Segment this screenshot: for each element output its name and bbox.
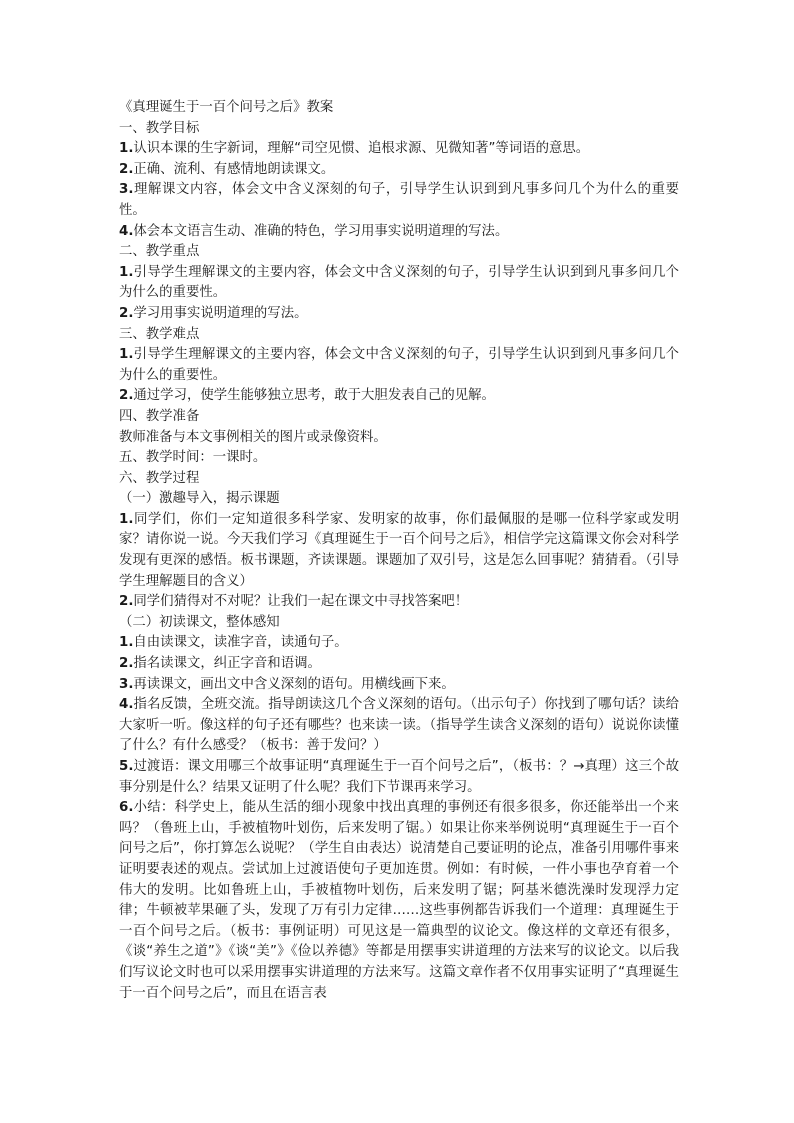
paragraph-text: 过渡语：课文用哪三个故事证明“真理诞生于一百个问号之后”，（板书：？→真理）这三个故事分别是什么？结果又证明了什么呢？我们下节课再来学习。 <box>119 759 679 795</box>
item-number: 2. <box>119 656 134 672</box>
document-body <box>119 98 679 1004</box>
paragraph-text: 指名读课文，纠正字音和语调。 <box>133 656 321 672</box>
text-line <box>119 613 679 634</box>
text-line <box>119 242 679 263</box>
paragraph-text: 引导学生理解课文的主要内容，体会文中含义深刻的句子，引导学生认识到到凡事多问几个为什么的重要性。 <box>119 264 679 301</box>
paragraph-text: 体会本文语言生动、准确的特色，学习用事实说明道理的写法。 <box>133 223 509 239</box>
text-line <box>119 448 679 469</box>
paragraph-text: 同学们猜得对不对呢？让我们一起在课文中寻找答案吧！ <box>133 594 469 610</box>
paragraph-text: 一、教学目标 <box>119 120 200 136</box>
paragraph-text: 五、教学时间：一课时。 <box>119 450 267 466</box>
numbered-paragraph <box>119 757 679 798</box>
numbered-paragraph <box>119 695 679 757</box>
numbered-paragraph <box>119 386 679 407</box>
numbered-paragraph <box>119 675 679 696</box>
numbered-paragraph <box>119 654 679 675</box>
paragraph-text: （二）初读课文，整体感知 <box>119 614 280 630</box>
paragraph-text: 二、教学重点 <box>119 244 200 260</box>
numbered-paragraph <box>119 160 679 181</box>
paragraph-text: 通过学习，使学生能够独立思考，敢于大胆发表自己的见解。 <box>133 388 495 404</box>
item-number: 4. <box>119 223 134 239</box>
numbered-paragraph <box>119 263 679 304</box>
numbered-paragraph <box>119 798 679 1004</box>
item-number: 2. <box>119 388 134 404</box>
paragraph-text: 同学们，你们一定知道很多科学家、发明家的故事，你们最佩服的是哪一位科学家或发明家？请你说一说。今天我们学习《真理诞生于一百个问号之后》，相信学完这篇课文你会对科学发现有更深的感悟。板书课题，齐读课题。课题加了双引号，这是怎么回事呢？猜猜看。（引导学生理解题目的含义） <box>119 511 679 589</box>
numbered-paragraph <box>119 510 679 592</box>
paragraph-text: 自由读课文，读准字音，读通句子。 <box>133 635 348 651</box>
paragraph-text: 认识本课的生字新词，理解“司空见惯、追根求源、见微知著”等词语的意思。 <box>133 141 590 157</box>
item-number: 2. <box>119 594 134 610</box>
paragraph-text: 《真理诞生于一百个问号之后》教案 <box>119 100 334 115</box>
item-number: 5. <box>119 759 134 774</box>
text-line <box>119 469 679 490</box>
numbered-paragraph <box>119 180 679 221</box>
item-number: 1. <box>119 141 134 157</box>
numbered-paragraph <box>119 592 679 613</box>
item-number: 2. <box>119 161 134 177</box>
item-number: 1. <box>119 635 134 651</box>
paragraph-text: 正确、流利、有感情地朗读课文。 <box>133 161 335 177</box>
paragraph-text: 指名反馈，全班交流。指导朗读这几个含义深刻的语句。（出示句子）你找到了哪句话？读给大家听一听。像这样的句子还有哪些？也来读一读。（指导学生读含义深刻的语句）说说你读懂了什么？有什么感受？（板书：善于发问？） <box>119 697 679 754</box>
paragraph-text: 再读课文，画出文中含义深刻的语句。用横线画下来。 <box>133 676 455 692</box>
numbered-paragraph <box>119 345 679 386</box>
item-number: 2. <box>119 305 134 321</box>
item-number: 3. <box>119 676 134 692</box>
paragraph-text: 理解课文内容，体会文中含义深刻的句子，引导学生认识到到凡事多问几个为什么的重要性。 <box>119 182 679 218</box>
item-number: 1. <box>119 347 134 363</box>
text-line <box>119 489 679 510</box>
numbered-paragraph <box>119 304 679 325</box>
item-number: 1. <box>119 511 134 527</box>
paragraph-text: 引导学生理解课文的主要内容，体会文中含义深刻的句子，引导学生认识到到凡事多问几个为什么的重要性。 <box>119 347 679 383</box>
paragraph-text: （一）激趣导入，揭示课题 <box>119 491 280 507</box>
paragraph-text: 学习用事实说明道理的写法。 <box>133 305 308 321</box>
text-line <box>119 428 679 449</box>
numbered-paragraph <box>119 633 679 654</box>
paragraph-text: 教师准备与本文事例相关的图片或录像资料。 <box>119 429 387 445</box>
numbered-paragraph <box>119 222 679 243</box>
item-number: 3. <box>119 182 134 198</box>
item-number: 1. <box>119 264 134 280</box>
paragraph-text: 三、教学难点 <box>119 326 200 342</box>
numbered-paragraph <box>119 139 679 160</box>
text-line <box>119 98 679 119</box>
text-line <box>119 407 679 428</box>
paragraph-text: 六、教学过程 <box>119 470 200 486</box>
item-number: 6. <box>119 800 134 816</box>
text-line <box>119 325 679 346</box>
text-line <box>119 119 679 140</box>
item-number: 4. <box>119 697 134 713</box>
paragraph-text: 四、教学准备 <box>119 408 200 424</box>
paragraph-text: 小结：科学史上，能从生活的细小现象中找出真理的事例还有很多很多，你还能举出一个来吗？（鲁班上山，手被植物叶划伤，后来发明了锯。）如果让你来举例说明“真理诞生于一百个问号之后”，你打算怎么说呢？（学生自由表达）说清楚自己要证明的论点，准备引用哪件事来证明要表述的观点。尝试加上过渡语使句子更加连贯。例如：有时候，一件小事也孕育着一个伟大的发明。比如鲁班上山，手被植物叶划伤，后来发明了锯；阿基米德洗澡时发现浮力定律；牛顿被苹果砸了头，发现了万有引力定律……这些事例都告诉我们一个道理：真理诞生于一百个问号之后。（板书：事例证明）可见这是一篇典型的议论文。像这样的文章还有很多，《谈“养生之道”》《谈“美”》《俭以养德》等都是用摆事实讲道理的方法来写的议论文。以后我们写议论文时也可以采用摆事实讲道理的方法来写。这篇文章作者不仅用事实证明了“真理诞生于一百个问号之后”，而且在语言表 <box>119 800 679 1001</box>
